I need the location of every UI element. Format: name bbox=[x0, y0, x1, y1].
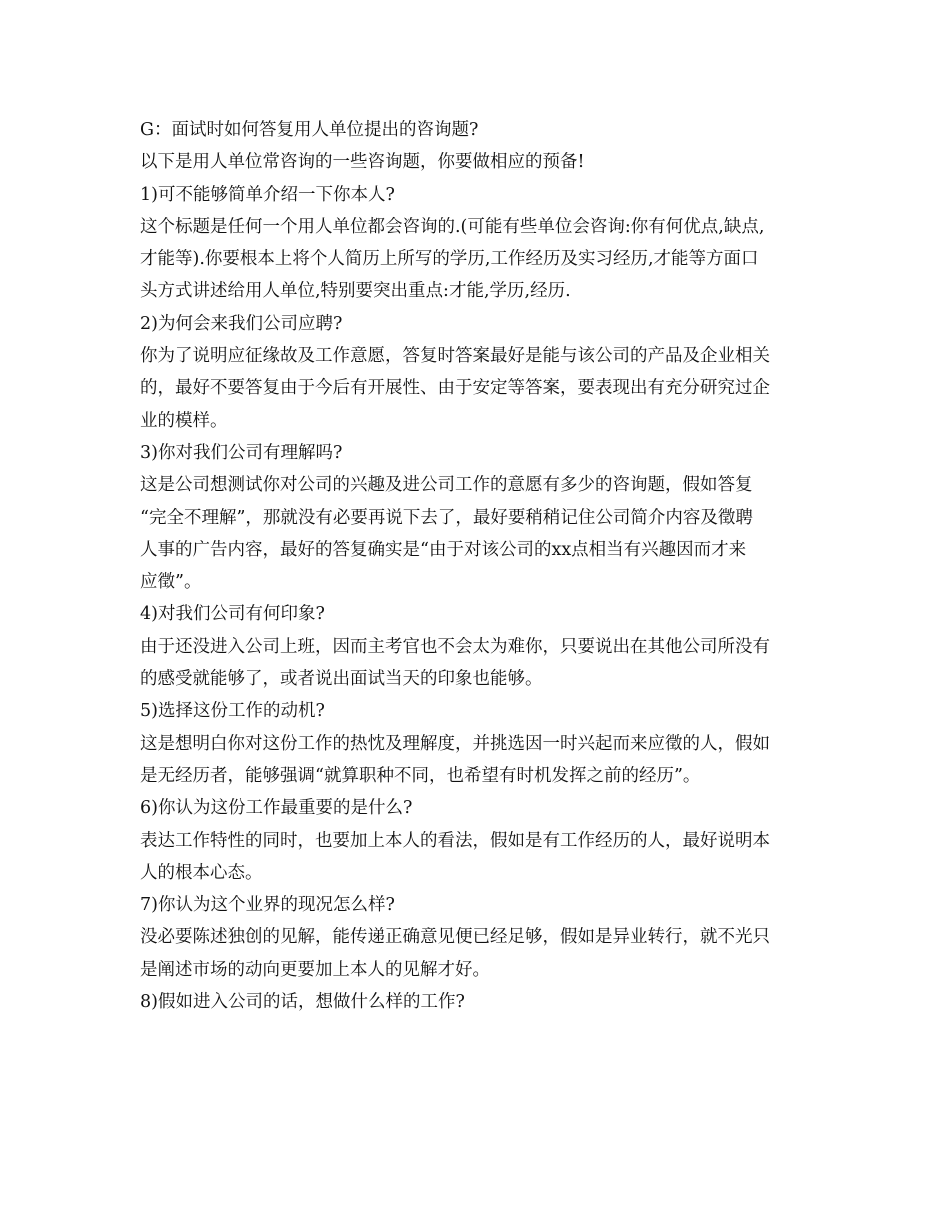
answer-6-line-1: 表达工作特性的同时，也要加上本人的看法，假如是有工作经历的人，最好说明本 bbox=[140, 830, 770, 851]
answer-1-line-3: 头方式讲述给用人单位,特别要突出重点:才能,学历,经历. bbox=[140, 281, 571, 302]
answer-4-line-1: 由于还没进入公司上班，因而主考官也不会太为难你，只要说出在其他公司所没有 bbox=[140, 636, 770, 657]
question-7: 7)你认为这个业界的现况怎么样? bbox=[140, 895, 395, 916]
question-1: 1)可不能够简单介绍一下你本人? bbox=[140, 184, 395, 205]
answer-3-line-3: 人事的广告内容，最好的答复确实是“由于对该公司的xx点相当有兴趣因而才来 bbox=[140, 539, 747, 560]
answer-6-line-2: 人的根本心态。 bbox=[140, 862, 263, 883]
answer-7-line-1: 没必要陈述独创的见解，能传递正确意见便已经足够，假如是异业转行，就不光只 bbox=[140, 927, 770, 948]
answer-2-line-3: 业的模样。 bbox=[140, 410, 228, 431]
answer-3-line-4: 应徵”。 bbox=[140, 572, 202, 593]
answer-2-line-2: 的，最好不要答复由于今后有开展性、由于安定等答案，要表现出有充分研究过企 bbox=[140, 378, 770, 399]
answer-1-line-1: 这个标题是任何一个用人单位都会咨询的.(可能有些单位会咨询:你有何优点,缺点, bbox=[140, 216, 765, 237]
answer-1-line-2: 才能等).你要根本上将个人简历上所写的学历,工作经历及实习经历,才能等方面口 bbox=[140, 249, 759, 270]
question-3: 3)你对我们公司有理解吗? bbox=[140, 442, 343, 463]
intro-text: 以下是用人单位常咨询的一些咨询题，你要做相应的预备! bbox=[140, 152, 585, 173]
answer-5-line-2: 是无经历者，能够强调“就算职种不同，也希望有时机发挥之前的经历”。 bbox=[140, 765, 701, 786]
answer-5-line-1: 这是想明白你对这份工作的热忱及理解度，并挑选因一时兴起而来应徵的人，假如 bbox=[140, 733, 770, 754]
answer-3-line-2: “完全不理解”，那就没有必要再说下去了，最好要稍稍记住公司简介内容及徵聘 bbox=[140, 507, 753, 528]
question-8: 8)假如进入公司的话，想做什么样的工作? bbox=[140, 992, 465, 1013]
document-body bbox=[140, 114, 820, 1018]
question-5: 5)选择这份工作的动机? bbox=[140, 701, 325, 722]
question-6: 6)你认为这份工作最重要的是什么? bbox=[140, 798, 413, 819]
question-4: 4)对我们公司有何印象? bbox=[140, 604, 325, 625]
section-heading: G：面试时如何答复用人单位提出的咨询题? bbox=[140, 120, 479, 140]
answer-4-line-2: 的感受就能够了，或者说出面试当天的印象也能够。 bbox=[140, 669, 543, 690]
answer-7-line-2: 是阐述市场的动向更要加上本人的见解才好。 bbox=[140, 959, 490, 980]
answer-3-line-1: 这是公司想测试你对公司的兴趣及进公司工作的意愿有多少的咨询题，假如答复 bbox=[140, 475, 753, 496]
question-2: 2)为何会来我们公司应聘? bbox=[140, 313, 343, 334]
answer-2-line-1: 你为了说明应征缘故及工作意愿，答复时答案最好是能与该公司的产品及企业相关 bbox=[140, 346, 770, 367]
